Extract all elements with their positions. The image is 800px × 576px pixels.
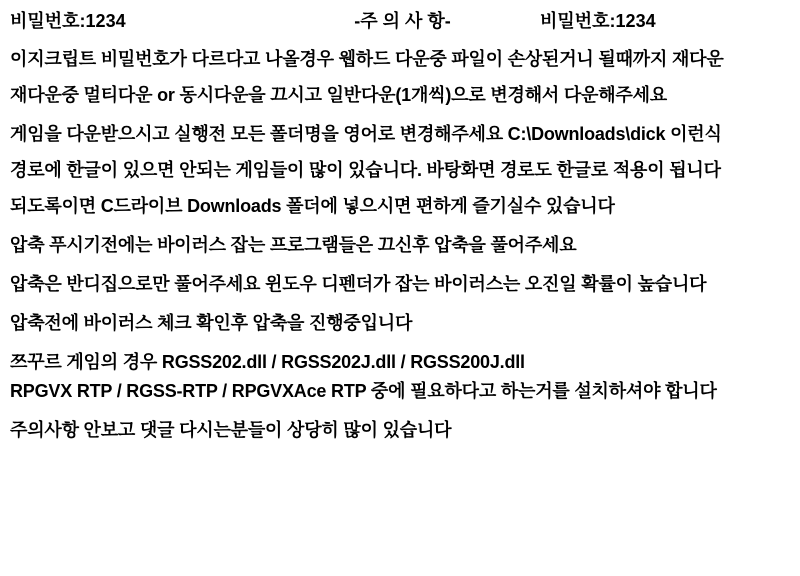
notice-body [10,50,790,440]
paragraph-rtp-note [10,353,790,401]
notice-line: 경로에 한글이 있으면 안되는 게임들이 많이 있습니다. 바탕화면 경로도 한글로 적용이 됩니다 [10,160,721,180]
notice-line: 압축 푸시기전에는 바이러스 잡는 프로그램들은 끄신후 압축을 풀어주세요 [10,235,577,255]
notice-line: 게임을 다운받으시고 실행전 모든 폴더명을 영어로 변경해주세요 C:\Downloads\dick 이런식 [10,124,722,144]
notice-title: -주 의 사 항- [354,11,451,31]
paragraph-antivirus-warning [10,236,790,255]
notice-line: 압축전에 바이러스 체크 확인후 압축을 진행중입니다 [10,313,413,333]
paragraph-download-warning [10,50,790,105]
notice-line: 재다운중 멀티다운 or 동시다운을 끄시고 일반다운(1개씩)으로 변경해서 다운해주세요 [10,85,667,105]
notice-line: 주의사항 안보고 댓글 다시는분들이 상당히 많이 있습니다 [10,420,452,440]
notice-line: RPGVX RTP / RGSS-RTP / RPGVXAce RTP 중에 필요하다고 하는거를 설치하셔야 합니다 [10,381,717,401]
paragraph-comment-note [10,421,790,440]
notice-line: 이지크립트 비밀번호가 다르다고 나올경우 웹하드 다운중 파일이 손상된거니 될때까지 재다운 [10,49,724,69]
paragraph-folder-name-warning [10,125,790,216]
notice-line: 되도록이면 C드라이브 Downloads 폴더에 넣으시면 편하게 즐기실수 있습니다 [10,196,615,216]
password-label-left: 비밀번호:1234 [10,11,126,31]
notice-line: 압축은 반디집으로만 풀어주세요 윈도우 디펜더가 잡는 바이러스는 오진일 확률이 높습니다 [10,274,707,294]
document-header [10,6,790,36]
password-label-right: 비밀번호:1234 [540,11,656,31]
paragraph-bandizip-warning [10,275,790,294]
notice-line: 쯔꾸르 게임의 경우 RGSS202.dll / RGSS202J.dll / RGSS200J.dll [10,352,525,372]
paragraph-virus-check-note [10,314,790,333]
